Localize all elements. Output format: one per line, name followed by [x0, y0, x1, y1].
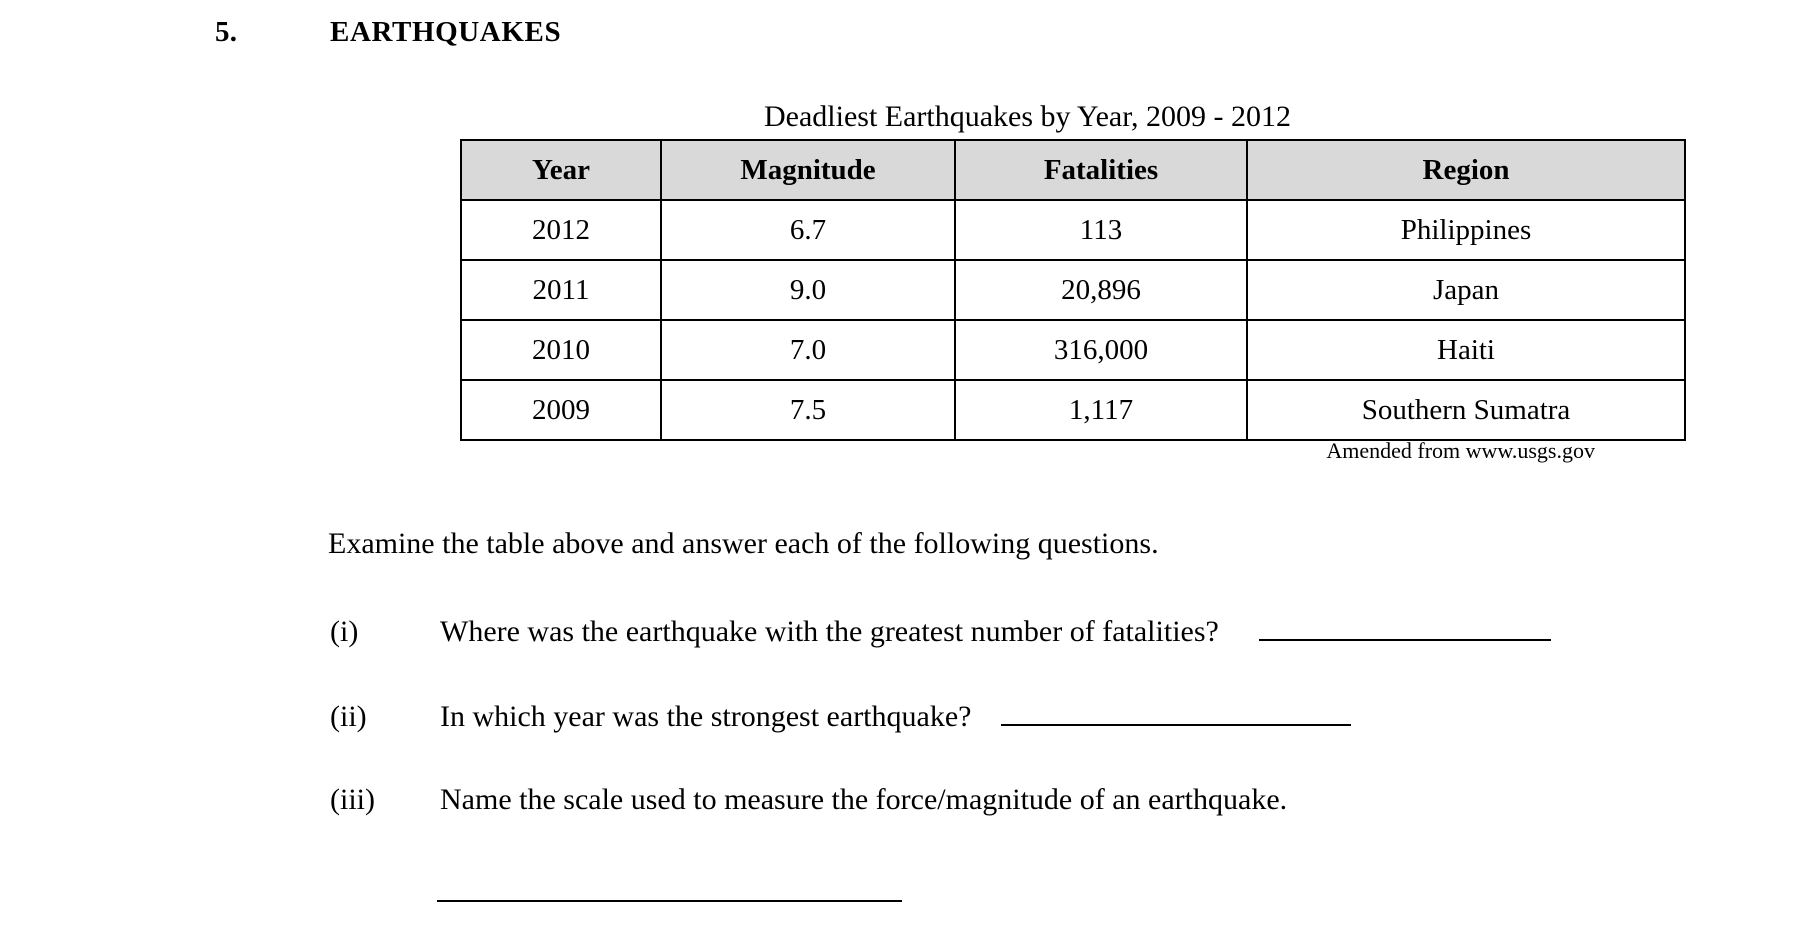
column-header-magnitude: Magnitude: [661, 140, 955, 200]
section-number: 5.: [215, 16, 238, 48]
cell-region: Haiti: [1247, 320, 1685, 380]
table-row: [461, 320, 1685, 380]
cell-magnitude: 7.0: [661, 320, 955, 380]
table-header-row: [461, 140, 1685, 200]
instructions-text: Examine the table above and answer each of the following questions.: [328, 527, 1159, 560]
table-row: [461, 380, 1685, 440]
question-text: Where was the earthquake with the greatest number of fatalities?: [440, 615, 1219, 648]
column-header-region: Region: [1247, 140, 1685, 200]
question-item-ii: [330, 698, 1351, 734]
question-marker: (i): [330, 615, 359, 648]
cell-fatalities: 113: [955, 200, 1247, 260]
cell-region: Philippines: [1247, 200, 1685, 260]
section-title: EARTHQUAKES: [330, 16, 562, 48]
question-marker: (ii): [330, 700, 367, 733]
cell-fatalities: 20,896: [955, 260, 1247, 320]
cell-magnitude: 9.0: [661, 260, 955, 320]
table-row: [461, 260, 1685, 320]
cell-year: 2012: [461, 200, 661, 260]
cell-year: 2011: [461, 260, 661, 320]
cell-magnitude: 6.7: [661, 200, 955, 260]
question-item-i: [330, 613, 1551, 649]
column-header-year: Year: [461, 140, 661, 200]
answer-blank-i[interactable]: [1259, 613, 1551, 641]
cell-region: Southern Sumatra: [1247, 380, 1685, 440]
earthquake-table-container: [460, 139, 1686, 441]
answer-blank-ii[interactable]: [1001, 698, 1351, 726]
table-caption: Deadliest Earthquakes by Year, 2009 - 2012: [763, 100, 1292, 133]
table-row: [461, 200, 1685, 260]
cell-year: 2010: [461, 320, 661, 380]
cell-region: Japan: [1247, 260, 1685, 320]
column-header-fatalities: Fatalities: [955, 140, 1247, 200]
question-item-iii: [330, 783, 1287, 817]
answer-blank-iii[interactable]: [437, 880, 902, 902]
question-text: Name the scale used to measure the force/magnitude of an earthquake.: [440, 783, 1288, 816]
question-marker: (iii): [330, 783, 375, 816]
section-header: [215, 16, 561, 49]
earthquake-table: [460, 139, 1686, 441]
question-text: In which year was the strongest earthquake?: [440, 700, 972, 733]
table-source-note: Amended from www.usgs.gov: [1326, 438, 1595, 463]
cell-fatalities: 1,117: [955, 380, 1247, 440]
cell-fatalities: 316,000: [955, 320, 1247, 380]
cell-year: 2009: [461, 380, 661, 440]
cell-magnitude: 7.5: [661, 380, 955, 440]
